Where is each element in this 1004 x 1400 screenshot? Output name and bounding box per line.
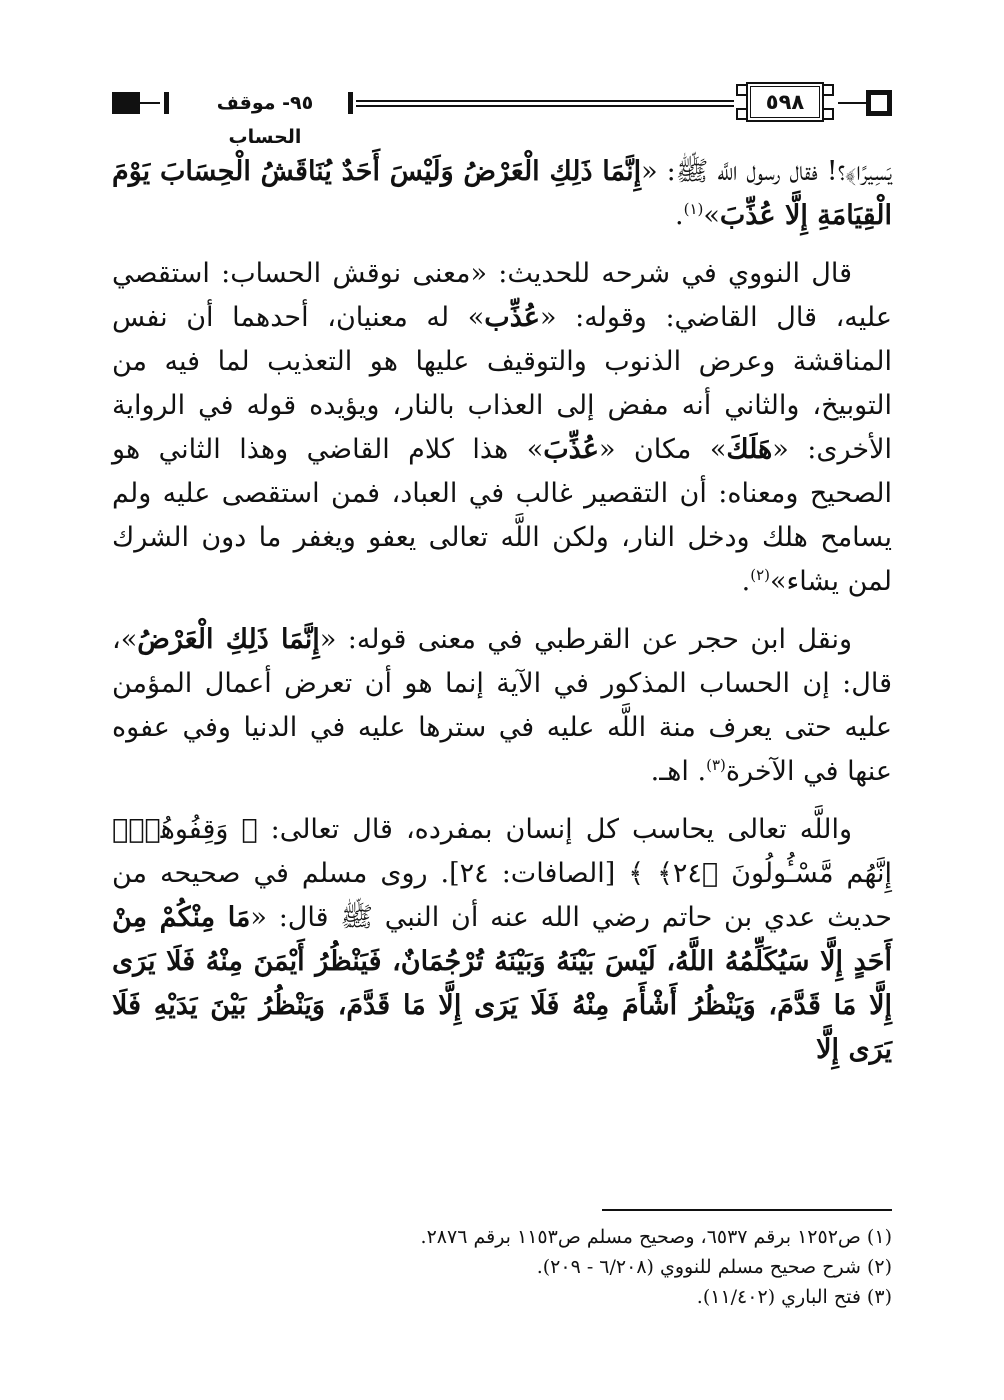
- body-text-run: »، قال: إن الحساب المذكور في الآية إنما هو أن تعرض أعمال المؤمن عليه حتى يعرف منة اللَّه عليه في سترها عليه في الدنيا وفي عفوه عنها في الآخرة: [112, 624, 892, 787]
- page-number: ٥٩٨: [765, 90, 805, 114]
- hadith-quote-text: إِنَّمَا ذَلِكِ الْعَرْضُ: [137, 624, 320, 655]
- footnote-2: (٢) شرح صحيح مسلم للنووي (٦/٢٠٨ - ٢٠٩).: [536, 1256, 892, 1278]
- paragraph-ibn-hajar-quote: [112, 618, 892, 794]
- chapter-title: ٩٥- موقف الحساب: [216, 92, 314, 148]
- footnote-marker: (١): [683, 200, 704, 218]
- body-text-run: ونقل ابن حجر عن القرطبي في معنى قوله: «: [319, 624, 853, 655]
- footnote-marker: (٢): [750, 566, 770, 584]
- paragraph-adi-hadith: [112, 808, 892, 1072]
- header-rule-segment: [838, 102, 866, 104]
- body-text-run: » هذا كلام القاضي وهذا الثاني هو الصحيح ومعناه: أن التقصير غالب في العباد، فمن استقصى عليه ولم يسامح هلك ودخل النار، ولكن اللَّه تعالى يعفو ويغفر ما دون الشرك لمن يشاء»: [112, 434, 892, 597]
- header-bar-ornament: [164, 92, 169, 114]
- footnote-separator: [602, 1209, 892, 1211]
- body-text-run: .: [674, 200, 684, 231]
- hadith-quote-text: عُذِّبَ: [543, 434, 599, 465]
- header-bar-ornament: [348, 92, 353, 114]
- header-right-square-ornament: [866, 90, 892, 116]
- hadith-quote-text: مَا مِنْكُمْ مِنْ أَحَدٍ إِلَّا سَيُكَلِّمُهُ اللَّهُ، لَيْسَ بَيْنَهُ وَبَيْنَهُ تُرْجُمَانٌ، فَيَنْظُرُ أَيْمَنَ مِنْهُ فَلَا يَرَى إِلَّا مَا قَدَّمَ، وَيَنْظُرُ أَشْأَمَ مِنْهُ فَلَا يَرَى إِلَّا مَا قَدَّمَ، وَيَنْظُرُ بَيْنَ يَدَيْهِ فَلَا يَرَى إِلَّا: [112, 902, 892, 1065]
- hadith-quote-text: عُذِّب: [484, 302, 540, 333]
- footnote-3: (٣) فتح الباري (١١/٤٠٢).: [696, 1286, 892, 1308]
- body-text-run: .: [741, 566, 751, 597]
- footnotes: [112, 1222, 892, 1312]
- header-left-square-ornament: [112, 92, 140, 114]
- body-text-run: »: [703, 200, 720, 231]
- hadith-quote-text: إِنَّمَا ذَلِكِ الْعَرْضُ وَلَيْسَ أَحَدٌ يُنَاقَشُ الْحِسَابَ يَوْمَ الْقِيَامَةِ إِلَّا عُذِّبَ: [112, 156, 892, 231]
- page-number-frame: [732, 82, 838, 124]
- paragraph-hadith-aisha: [112, 150, 892, 238]
- body-text-run: قال النووي في شرحه للحديث: «معنى نوقش الحساب: استقصي عليه، قال القاضي: وقوله: «: [112, 258, 892, 333]
- hadith-quote-text: هَلَكَ: [726, 434, 773, 465]
- paragraph-nawawi-commentary: [112, 252, 892, 604]
- body-text-run: واللَّه تعالى يحاسب كل إنسان بمفرده، قال تعالى: ﴿ وَقِفُوهُمْۖ إِنَّهُم مَّسْـُٔولُونَ ﴿٢٤﴾ ﴾ [الصافات: ٢٤]. روى مسلم في صحيحه من حديث عدي بن حاتم رضي الله عنه أن النبي ﷺ قال: «: [112, 814, 892, 933]
- body-text-run: » له معنيان، أحدهما أن نفس المناقشة وعرض الذنوب والتوقيف عليها هو التعذيب لما فيه من التوبيخ، والثاني أنه مفض إلى العذاب بالنار، ويؤيده قوله في الرواية الأخرى: «: [112, 302, 892, 465]
- header-rule-segment: [140, 102, 160, 104]
- header-rule-bottom: [356, 105, 734, 107]
- body-text-run: يَسِيرًا﴾؟! فقال رسول اللَّه ﷺ: «: [641, 156, 892, 187]
- header-rule-top: [356, 100, 734, 102]
- footnote-marker: (٣): [706, 756, 726, 774]
- body-text: [112, 150, 892, 1086]
- body-text-run: . اهـ.: [650, 756, 707, 787]
- running-header: [112, 80, 892, 148]
- body-text-run: » مكان «: [598, 434, 727, 465]
- footnote-1: (١) ص١٢٥٢ برقم ٦٥٣٧، وصحيح مسلم ص١١٥٣ برقم ٢٨٧٦.: [420, 1226, 892, 1248]
